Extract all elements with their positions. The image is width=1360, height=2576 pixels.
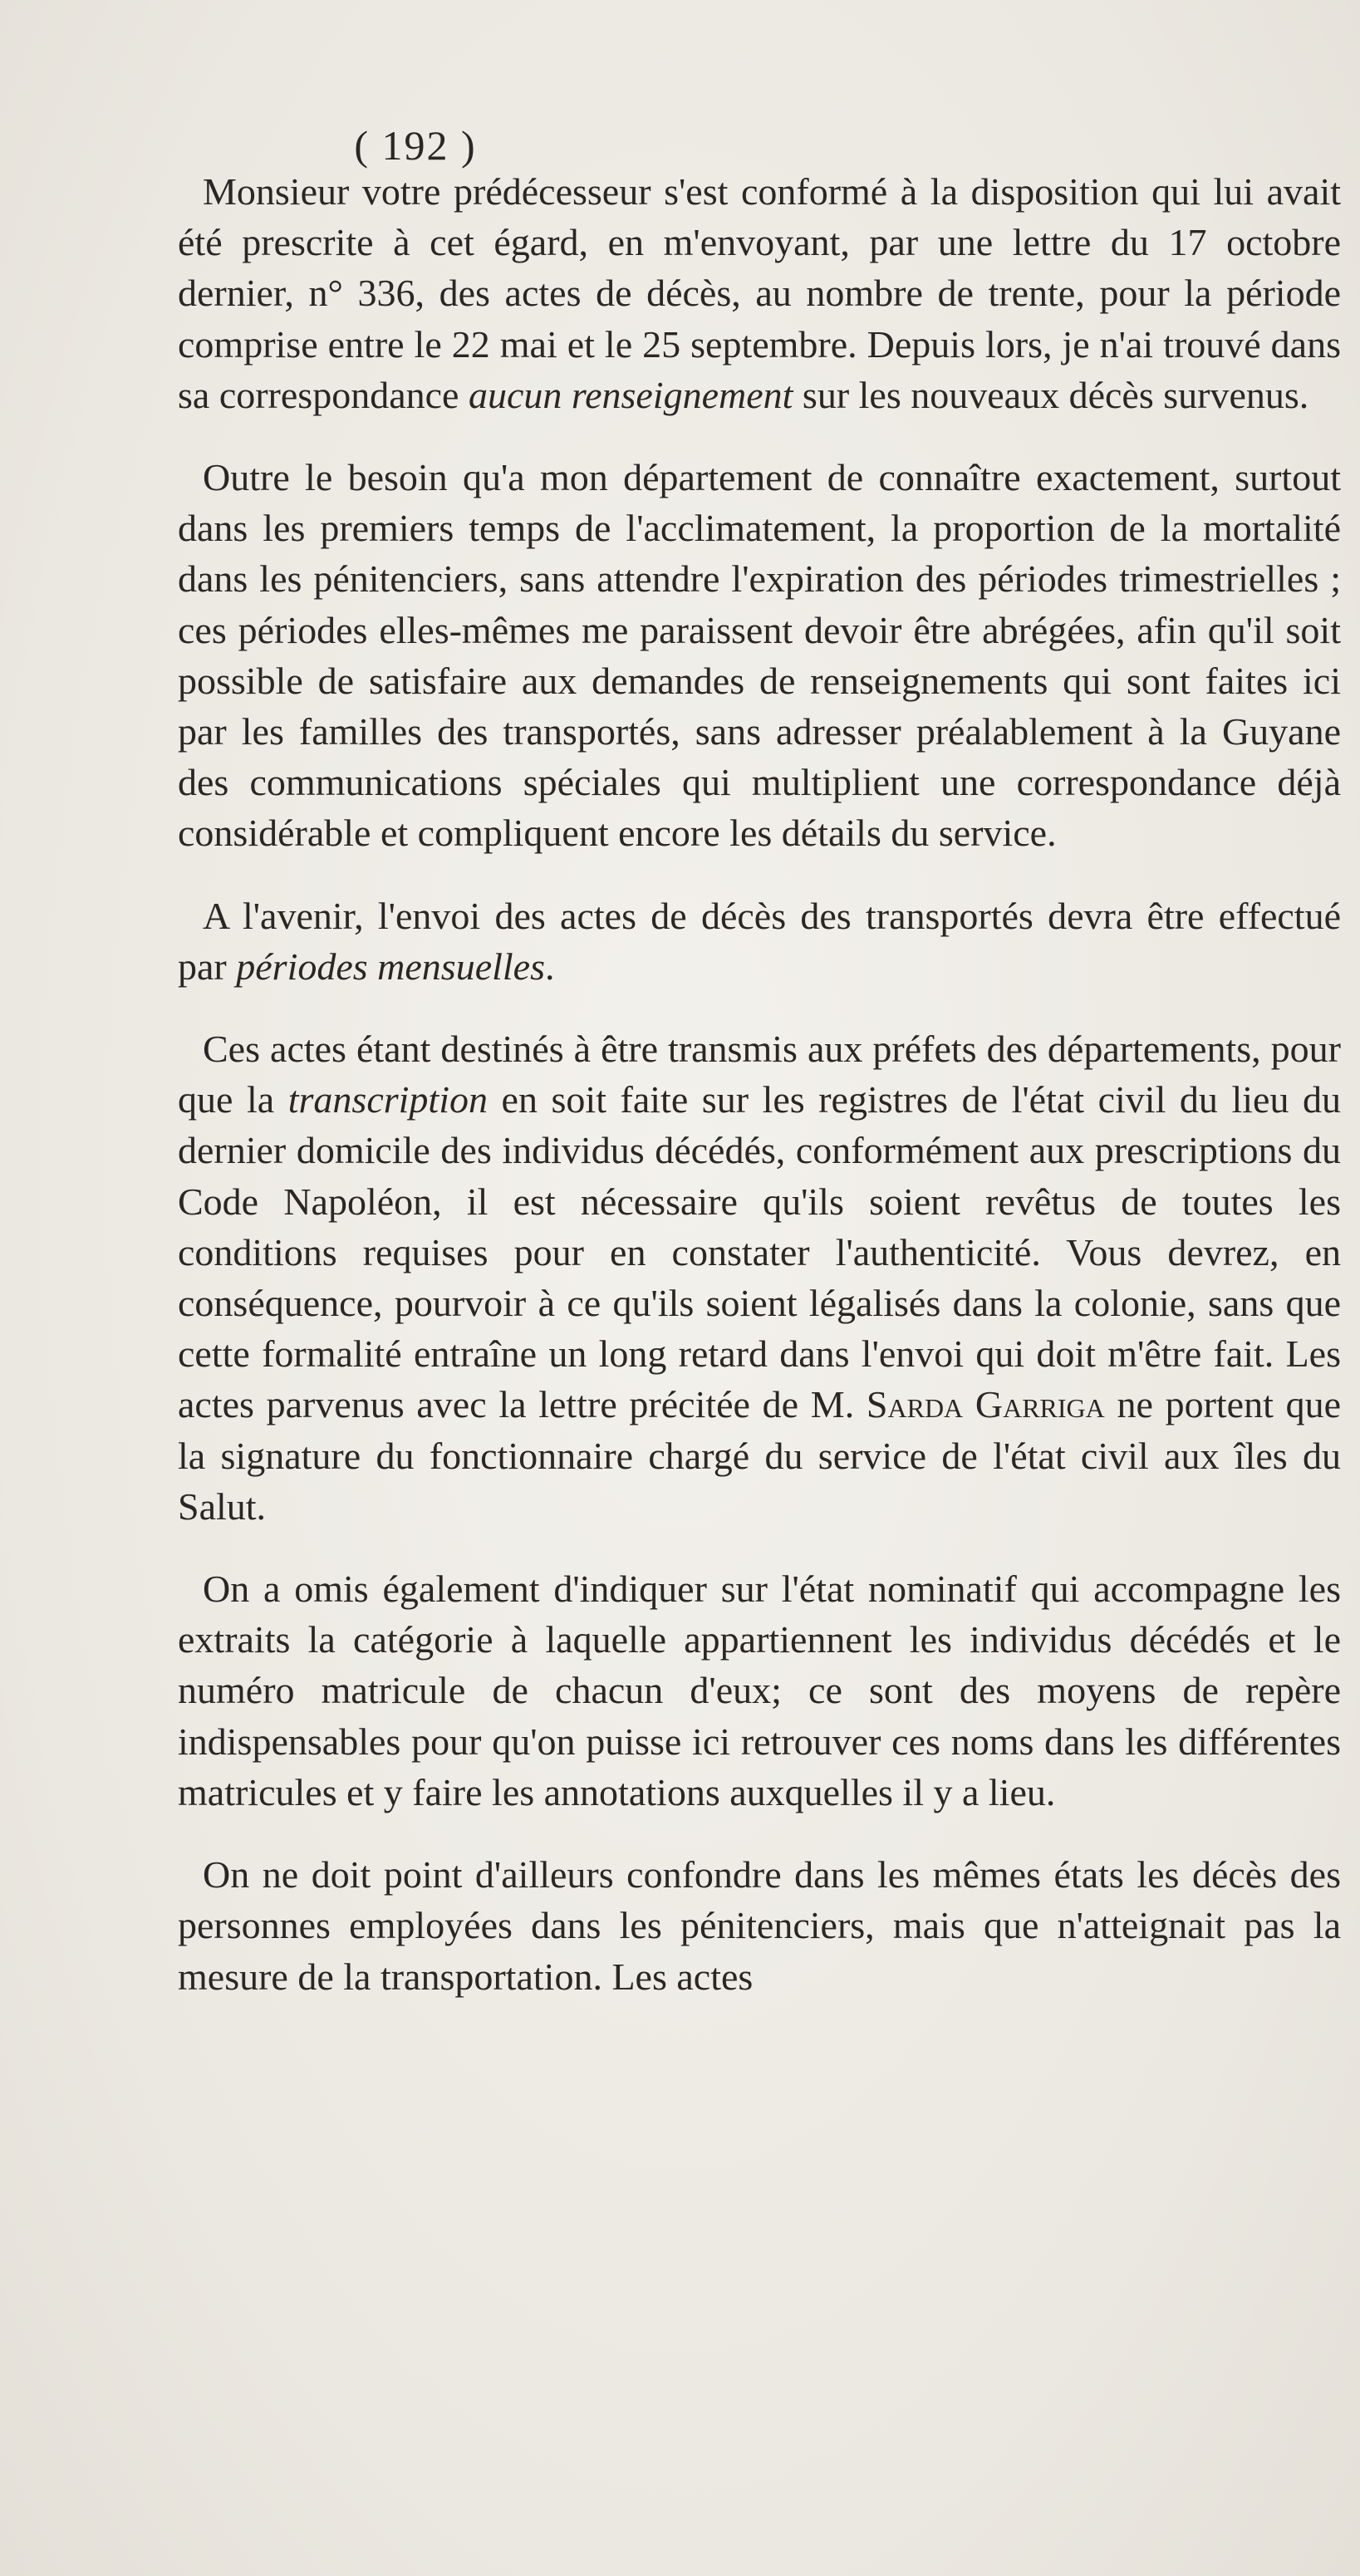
text-run: A l'avenir, l'envoi des actes de décès des transportés devra être effectué par xyxy=(178,894,1341,988)
italic-text: aucun renseignement xyxy=(468,373,793,416)
text-run: Outre le besoin qu'a mon département de connaître exactement, surtout dans les premiers temps de l'acclimatement, la proportion de la mortalité dans les pénitenciers, sans attendre l'expiration des périodes trimestrielles ; ces périodes elles-mêmes me paraissent devoir être abrégées, afin qu'il soit possible de satisfaire aux demandes de renseignements qui sont faites ici par les familles des transportés, sans adresser préalablement à la Guyane des communications spéciales qui multiplient une correspondance déjà considérable et compliquent encore les détails du service. xyxy=(178,456,1341,855)
page-number: ( 192 ) xyxy=(354,122,477,169)
text-run: Monsieur votre prédécesseur s'est conformé à la disposition qui lui avait été prescrite à cet égard, en m'envoyant, par une lettre du 17 octobre dernier, n° 336, des actes de décès, au nombre de trente, pour la période comprise entre le 22 mai et le 25 septembre. Depuis lors, je n'ai trouvé dans sa correspondance xyxy=(178,170,1341,416)
text-run: On a omis également d'indiquer sur l'état nominatif qui accompagne les extraits la catégorie à laquelle appartiennent les individus décédés et le numéro matricule de chacun d'eux; ce sont des moyens de repère indispensables pour qu'on puisse ici retrouver ces noms dans les différentes matricules et y faire les annotations auxquelles il y a lieu. xyxy=(178,1568,1341,1813)
text-run: . xyxy=(545,945,555,988)
text-run: sur les nouveaux décès survenus. xyxy=(793,373,1309,416)
paragraph xyxy=(178,452,1341,859)
text-run: en soit faite sur les registres de l'état civil du lieu du dernier domicile des individus décédés, conformément aux prescriptions du Code Napoléon, il est nécessaire qu'ils soient revêtus de toutes les conditions requises pour en constater l'authenticité. Vous devrez, en conséquence, pourvoir à ce qu'ils soient légalisés dans la colonie, sans que cette formalité entraîne un long retard dans l'envoi qui doit m'être fait. Les actes parvenus avec la lettre précitée de M. xyxy=(178,1078,1341,1426)
paragraph xyxy=(178,166,1341,420)
paragraph xyxy=(178,1023,1341,1532)
person-name: Sarda Garriga xyxy=(866,1383,1105,1426)
text-run: Ces actes étant destinés à être transmis aux préfets des départements, pour que la xyxy=(178,1028,1341,1121)
paragraph xyxy=(178,1563,1341,1818)
italic-text: périodes mensuelles xyxy=(236,945,546,988)
text-run: ne portent que la signature du fonctionnaire chargé du service de l'état civil aux îles du Salut. xyxy=(178,1383,1341,1528)
paragraph xyxy=(178,891,1341,992)
text-run: On ne doit point d'ailleurs confondre dans les mêmes états les décès des personnes employées dans les pénitenciers, mais que n'atteignait pas la mesure de la transportation. Les actes xyxy=(178,1853,1341,1998)
italic-text: transcription xyxy=(287,1078,488,1121)
body-text xyxy=(178,166,1341,2034)
paragraph xyxy=(178,1849,1341,2002)
